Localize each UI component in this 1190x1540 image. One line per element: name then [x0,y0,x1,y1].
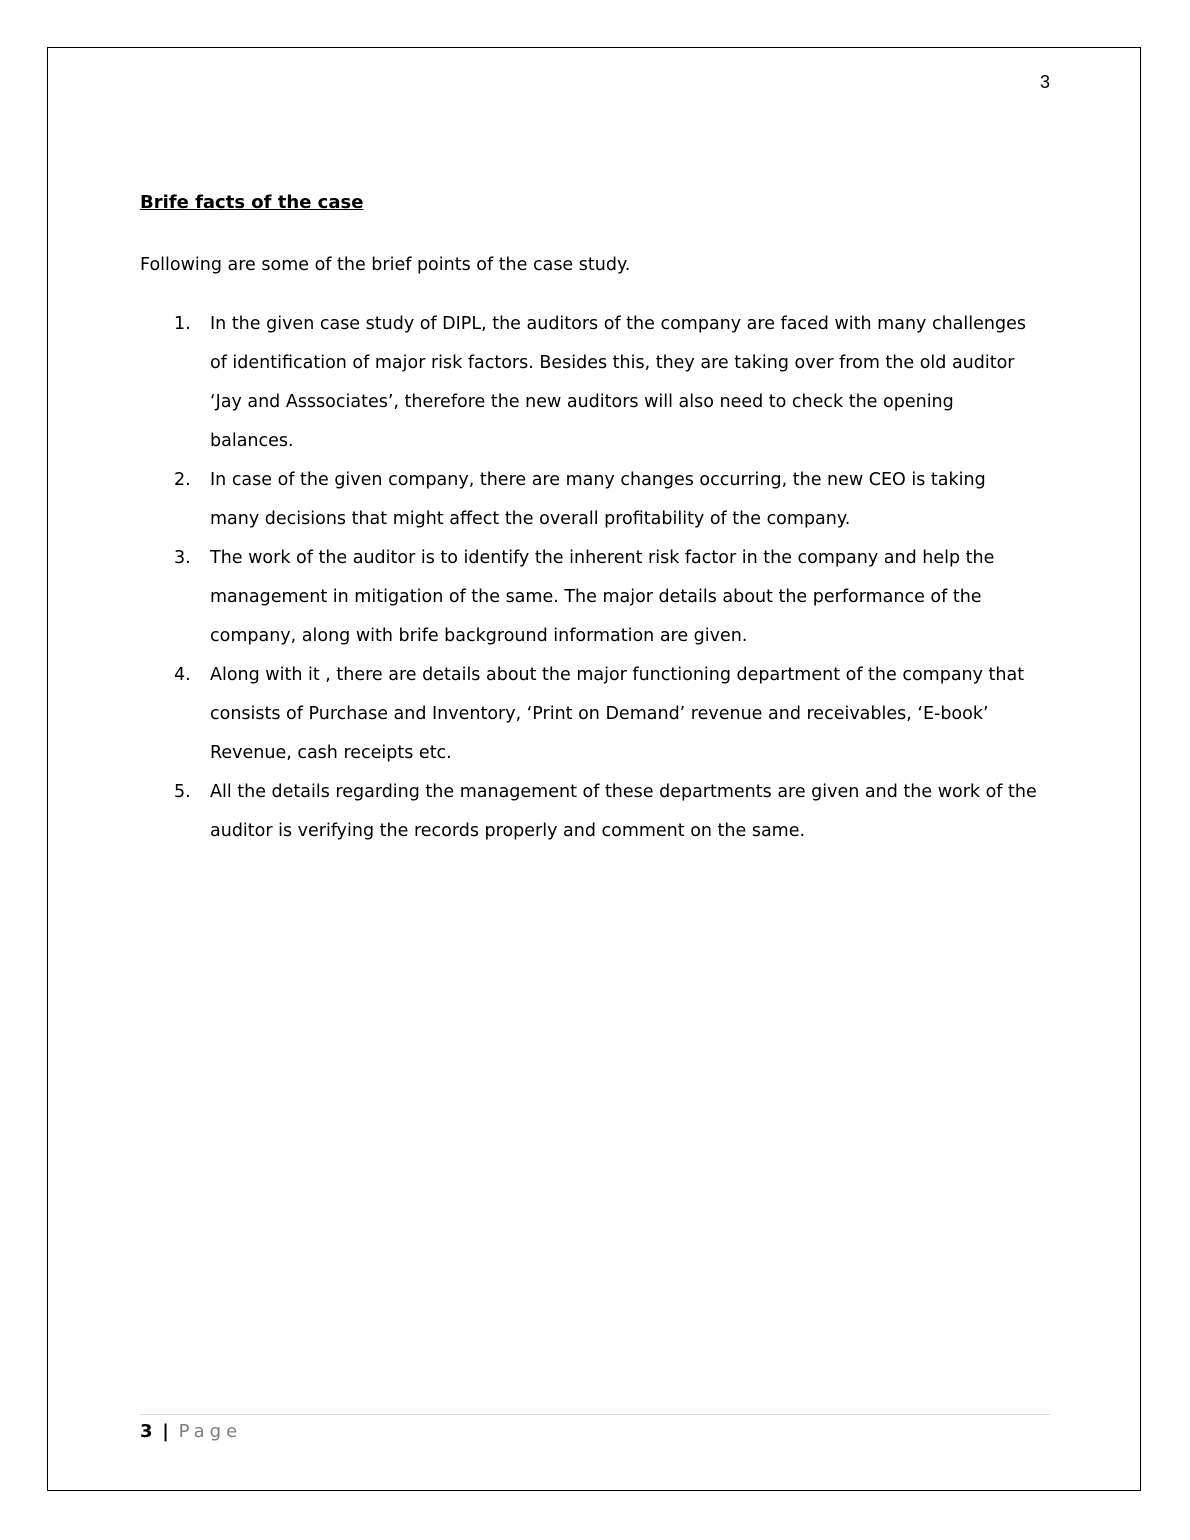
list-item-text: In case of the given company, there are many changes occurring, the new CEO is taking many decisions that might affect the overall profitability of the company. [210,470,986,529]
list-item [140,305,1040,461]
list-item [140,773,1040,851]
list-item-number: 3. [174,548,191,568]
list-item-text: Along with it , there are details about the major functioning department of the company that consists of Purchase and Inventory, ‘Print on Demand’ revenue and receivables, ‘E-book’ Revenue, cash receipts etc. [210,665,1025,763]
section-heading: Brife facts of the case [140,192,364,213]
list-item [140,461,1040,539]
footer-divider [140,1414,1050,1415]
list-item-text: The work of the auditor is to identify the inherent risk factor in the company and help the management in mitigation of the same. The major details about the performance of the company, along with brife background information are given. [210,548,995,646]
list-item-text: All the details regarding the management of these departments are given and the work of the auditor is verifying the records properly and comment on the same. [210,782,1037,841]
list-item [140,539,1040,656]
footer-separator: | [162,1421,169,1442]
list-item [140,656,1040,773]
list-item-number: 5. [174,782,191,802]
list-item-number: 2. [174,470,191,490]
list-item-number: 1. [174,314,191,334]
list-item-number: 4. [174,665,191,685]
intro-paragraph: Following are some of the brief points of the case study. [140,255,631,275]
document-body [140,188,1040,851]
list-item-text: In the given case study of DIPL, the auditors of the company are faced with many challenges of identification of major risk factors. Besides this, they are taking over from the old auditor ‘Jay and Asssociates’, therefore the new auditors will also need to check the opening balances. [210,314,1026,451]
footer-page-label: Page [178,1421,243,1442]
page-footer [140,1418,242,1446]
facts-list [140,305,1040,851]
footer-page-number: 3 [140,1421,153,1442]
header-page-number: 3 [1039,72,1050,92]
